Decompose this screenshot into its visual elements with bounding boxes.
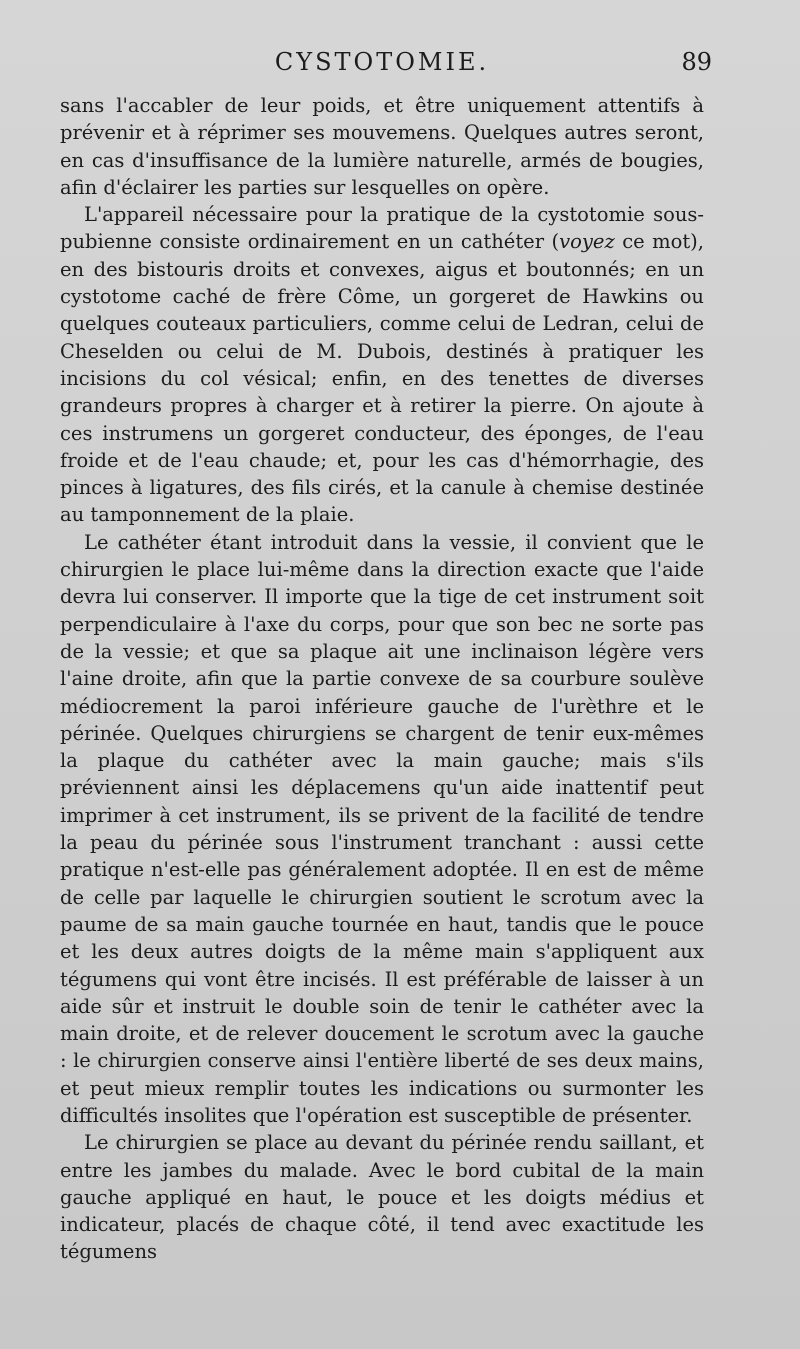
page-number: 89 [681, 48, 712, 76]
page-header [60, 40, 712, 86]
paragraph-2-part-2: ce mot), en des bistouris droits et convexes, aigus et boutonnés; en un cystotome caché de frère Côme, un gorgeret de Hawkins ou quelques couteaux particuliers, comme celui de Ledran, celui de Cheselden ou celui de M. Dubois, destinés à pratiquer les incisions du col vésical; enfin, en des tenettes de diverses grandeurs propres à charger et à retirer la pierre. On ajoute à ces instrumens un gorgeret conducteur, des éponges, de l'eau froide et de l'eau chaude; et, pour les cas d'hémorrhagie, des pinces à ligatures, des fils cirés, et la canule à chemise destinée au tamponnement de la plaie. [60, 230, 704, 527]
body-text [60, 92, 704, 1266]
paragraph-1: sans l'accabler de leur poids, et être uniquement attentifs à prévenir et à réprimer ses mouvemens. Quelques autres seront, en cas d'insuffisance de la lumière naturelle, armés de bougies, afin d'éclairer les parties sur lesquelles on opère. [60, 94, 704, 199]
running-title: CYSTOTOMIE. [274, 48, 490, 76]
paragraph-2-italic: voyez [559, 230, 615, 254]
paragraph-2 [60, 201, 704, 529]
paragraph-2-part-1: L'appareil nécessaire pour la pratique de la cystotomie sous-pubienne consiste ordinairement en un cathéter ( [60, 203, 704, 254]
paragraph-3: Le cathéter étant introduit dans la vessie, il convient que le chirurgien le place lui-même dans la direction exacte que l'aide devra lui conserver. Il importe que la tige de cet instrument soit perpendiculaire à l'axe du corps, pour que son bec ne sorte pas de la vessie; et que sa plaque ait une inclinaison légère vers l'aine droite, afin que la partie convexe de sa courbure soulève médiocrement la paroi inférieure gauche de l'urèthre et le périnée. Quelques chirurgiens se chargent de tenir eux-mêmes la plaque du cathéter avec la main gauche; mais s'ils préviennent ainsi les déplacemens qu'un aide inattentif peut imprimer à cet instrument, ils se privent de la facilité de tendre la peau du périnée sous l'instrument tranchant : aussi cette pratique n'est-elle pas généralement adoptée. Il en est de même de celle par laquelle le chirurgien soutient le scrotum avec la paume de sa main gauche tournée en haut, tandis que le pouce et les deux autres doigts de la même main s'appliquent aux tégumens qui vont être incisés. Il est préférable de laisser à un aide sûr et instruit le double soin de tenir le cathéter avec la main droite, et de relever doucement le scrotum avec la gauche : le chirurgien conserve ainsi l'entière liberté de ses deux mains, et peut mieux remplir toutes les indications ou surmonter les difficultés insolites que l'opération est susceptible de présenter. [60, 530, 704, 1127]
paragraph-4: Le chirurgien se place au devant du périnée rendu saillant, et entre les jambes du malade. Avec le bord cubital de la main gauche appliqué en haut, le pouce et les doigts médius et indicateur, placés de chaque côté, il tend avec exactitude les tégumens [60, 1131, 704, 1264]
